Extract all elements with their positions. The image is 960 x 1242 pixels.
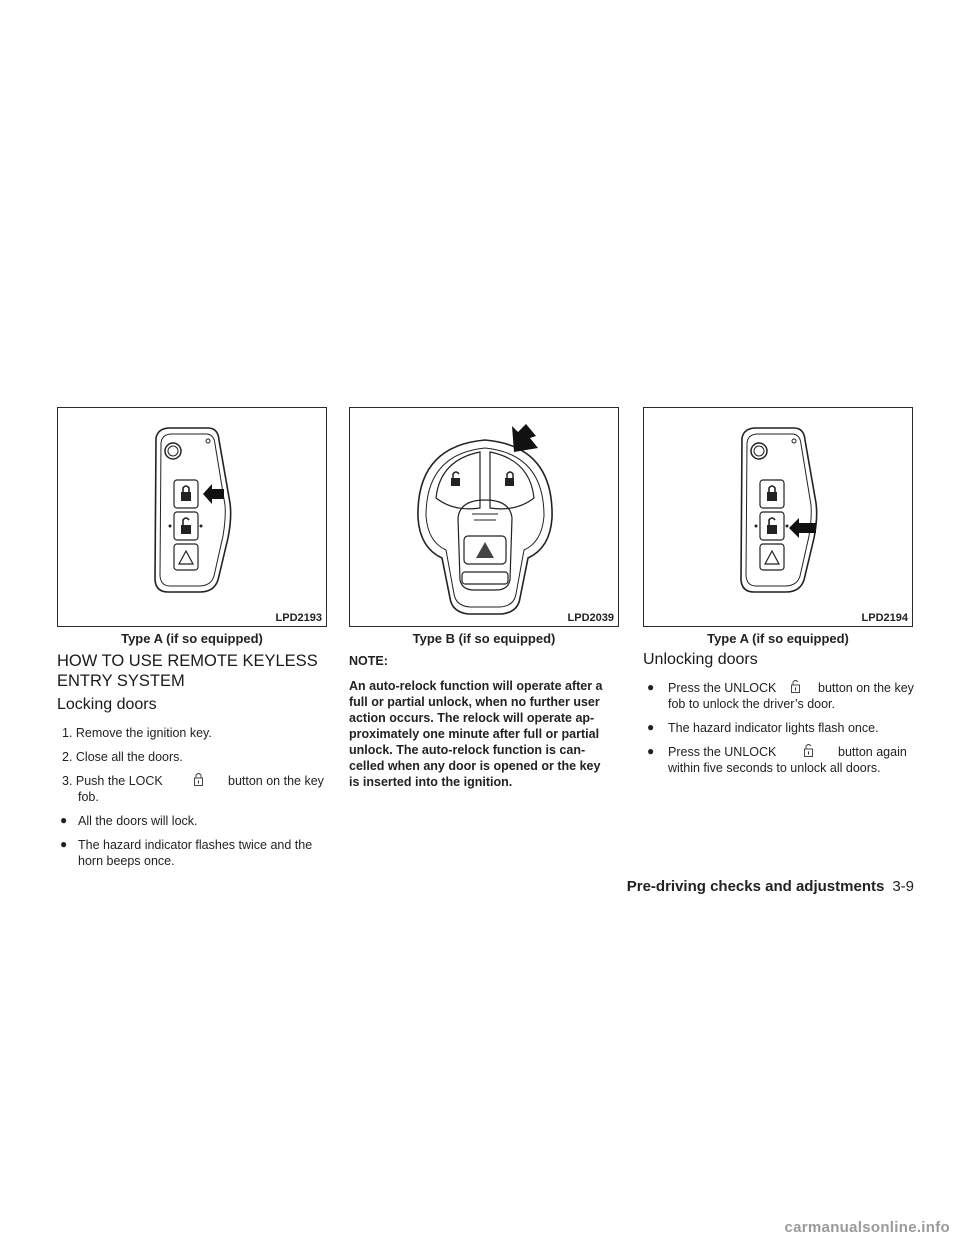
unlock-bullet-3-start: Press the UNLOCK [668,745,777,759]
note-line: action occurs. The relock will operate ap- [349,711,595,725]
note-line: An auto-relock function will operate after a [349,679,603,693]
step-1: 1. Remove the ignition key. [62,726,212,740]
key-fob-type-a-unlock-illustration [644,408,914,628]
unlock-bullet-1-end: fob to unlock the driver’s door. [668,697,835,711]
unlock-icon [791,679,800,693]
unlock-bullet-2: The hazard indicator lights flash once. [668,721,879,735]
unlock-bullet-1-middle: button on the key [818,681,914,695]
note-line: full or partial unlock, when no further user [349,695,600,709]
figure-lpd2193 [57,407,327,627]
step-3-middle: button on the key [228,774,324,788]
step-2: 2. Close all the doors. [62,750,183,764]
bullet-icon: ● [647,680,655,694]
note-line: proximately one minute after full or partial [349,727,600,741]
lock-icon [194,772,203,786]
bullet-icon: ● [60,837,68,851]
locking-doors-heading: Locking doors [57,696,157,713]
page-number: 3-9 [892,878,914,895]
figure-caption: Type A (if so equipped) [121,631,263,646]
note-line: is inserted into the ignition. [349,775,513,789]
key-fob-type-b-illustration [350,408,620,628]
bullet-icon: ● [60,813,68,827]
page-footer [627,878,914,895]
unlock-bullet-1-start: Press the UNLOCK [668,681,777,695]
bullet-icon: ● [647,720,655,734]
watermark[interactable]: carmanualsonline.info [784,1219,950,1236]
bullet-icon: ● [647,744,655,758]
section-title [57,651,327,691]
figure-code: LPD2039 [567,612,614,624]
note-title: NOTE: [349,654,388,668]
figure-code: LPD2193 [275,612,322,624]
locking-bullet-2-line2: horn beeps once. [78,854,175,868]
figure-code: LPD2194 [861,612,908,624]
key-fob-type-a-illustration [58,408,328,628]
unlocking-doors-heading: Unlocking doors [643,651,758,668]
section-title-line1: HOW TO USE REMOTE KEYLESS [57,652,318,670]
locking-bullet-1: All the doors will lock. [78,814,198,828]
figure-caption: Type B (if so equipped) [412,631,556,646]
note-line: unlock. The auto-relock function is can- [349,743,586,757]
figure-lpd2039 [349,407,619,627]
locking-bullet-2-line1: The hazard indicator flashes twice and the [78,838,313,852]
note-line: celled when any door is opened or the key [349,759,601,773]
chapter-title: Pre-driving checks and adjustments [626,878,885,895]
unlock-icon [804,743,813,757]
unlock-bullet-3-middle: button again [838,745,907,759]
section-title-line2: ENTRY SYSTEM [57,672,185,690]
step-3-start: 3. Push the LOCK [62,774,163,788]
figure-lpd2194 [643,407,913,627]
unlock-bullet-3-end: within five seconds to unlock all doors. [668,761,881,775]
step-3-end: fob. [78,790,99,804]
figure-caption: Type A (if so equipped) [707,631,849,646]
